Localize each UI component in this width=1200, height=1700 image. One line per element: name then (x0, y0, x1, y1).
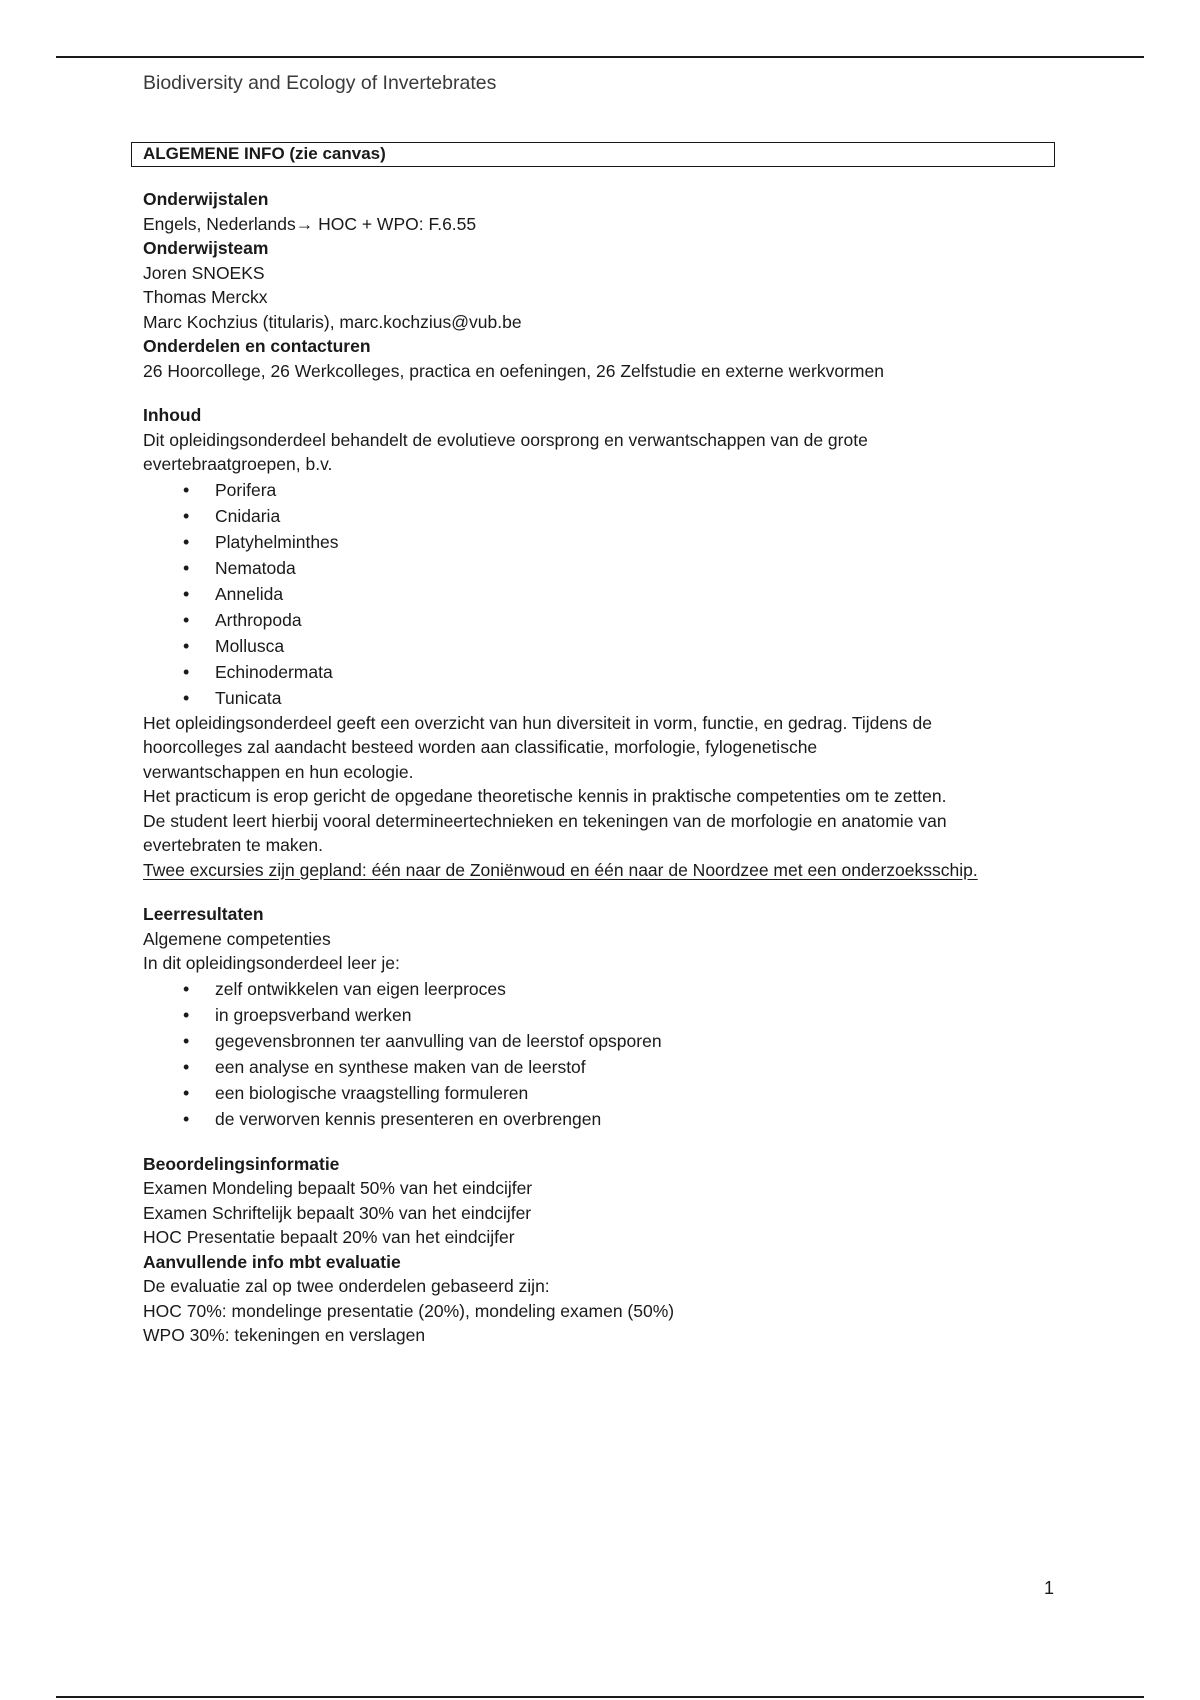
list-item: • Platyhelminthes (215, 529, 1103, 555)
team-section (143, 236, 1103, 334)
list-item: • Annelida (215, 581, 1103, 607)
assessment-line: HOC Presentatie bepaalt 20% van het eindcijfer (143, 1227, 515, 1247)
list-item: • Porifera (215, 477, 1103, 503)
evaluation-line: WPO 30%: tekeningen en verslagen (143, 1325, 426, 1345)
components-section (143, 334, 1103, 383)
learning-intro: In dit opleidingsonderdeel leer je: (143, 953, 400, 973)
evaluation-line: De evaluatie zal op twee onderdelen gebaseerd zijn: (143, 1276, 550, 1296)
languages-text: Engels, Nederlands→ HOC + WPO: F.6.55 (143, 213, 477, 234)
learning-heading: Leerresultaten (143, 904, 264, 924)
content-paragraph-line: De student leert hierbij vooral determineertechnieken en tekeningen van de morfologie en anatomie van (143, 810, 947, 831)
content-paragraph-line: evertebraten te maken. (143, 835, 323, 855)
list-item: • Tunicata (215, 685, 1103, 711)
languages-heading: Onderwijstalen (143, 189, 269, 209)
assessment-line: Examen Mondeling bepaalt 50% van het eindcijfer (143, 1178, 533, 1198)
invertebrate-groups-list (143, 477, 1103, 711)
assessment-section (143, 1152, 1103, 1348)
general-info-label: ALGEMENE INFO (zie canvas) (143, 144, 386, 163)
list-item: • een analyse en synthese maken van de leerstof (215, 1054, 1103, 1080)
list-item: • Mollusca (215, 633, 1103, 659)
list-item: • in groepsverband werken (215, 1002, 1103, 1028)
general-info-box (131, 142, 1055, 167)
list-item: • de verworven kennis presenteren en overbrengen (215, 1106, 1103, 1132)
learning-subheading: Algemene competenties (143, 928, 331, 949)
excursions-text: Twee excursies zijn gepland: één naar de Zoniënwoud en één naar de Noordzee met een onderzoeksschip. (143, 859, 978, 880)
bottom-rule (56, 1696, 1144, 1698)
team-heading: Onderwijsteam (143, 238, 269, 258)
list-item: • een biologische vraagstelling formuleren (215, 1080, 1103, 1106)
team-member: Marc Kochzius (titularis), marc.kochzius@vub.be (143, 311, 522, 332)
evaluation-line: HOC 70%: mondelinge presentatie (20%), mondeling examen (50%) (143, 1300, 675, 1321)
content-paragraph-line: Het practicum is erop gericht de opgedane theoretische kennis in praktische competenties om te zetten. (143, 786, 947, 806)
assessment-heading: Beoordelingsinformatie (143, 1153, 340, 1174)
list-item: • Nematoda (215, 555, 1103, 581)
components-text: 26 Hoorcollege, 26 Werkcolleges, practica en oefeningen, 26 Zelfstudie en externe werkvormen (143, 360, 884, 381)
document-body (143, 142, 1103, 1348)
assessment-line: Examen Schriftelijk bepaalt 30% van het eindcijfer (143, 1202, 532, 1223)
content-paragraph-line: hoorcolleges zal aandacht besteed worden aan classificatie, morfologie, fylogenetische (143, 737, 818, 757)
list-item: • zelf ontwikkelen van eigen leerproces (215, 976, 1103, 1002)
list-item: • Arthropoda (215, 607, 1103, 633)
content-intro-line: Dit opleidingsonderdeel behandelt de evolutieve oorsprong en verwantschappen van de grote (143, 429, 868, 450)
top-rule (56, 56, 1144, 58)
list-item: • Echinodermata (215, 659, 1103, 685)
content-heading: Inhoud (143, 405, 202, 425)
team-member: Joren SNOEKS (143, 262, 265, 283)
evaluation-extra-heading: Aanvullende info mbt evaluatie (143, 1251, 401, 1272)
content-section (143, 403, 1103, 882)
document-header-title: Biodiversity and Ecology of Invertebrates (143, 72, 497, 94)
list-item: • gegevensbronnen ter aanvulling van de leerstof opsporen (215, 1028, 1103, 1054)
components-heading: Onderdelen en contacturen (143, 336, 371, 356)
learning-section (143, 902, 1103, 1132)
content-intro-line: evertebraatgroepen, b.v. (143, 454, 333, 474)
learning-outcomes-list (143, 976, 1103, 1132)
page-number: 1 (1044, 1578, 1055, 1598)
content-paragraph-line: verwantschappen en hun ecologie. (143, 761, 414, 782)
list-item: • Cnidaria (215, 503, 1103, 529)
languages-section (143, 187, 1103, 236)
content-paragraph-line: Het opleidingsonderdeel geeft een overzicht van hun diversiteit in vorm, functie, en gedrag. Tijdens de (143, 712, 932, 733)
team-member: Thomas Merckx (143, 287, 268, 307)
